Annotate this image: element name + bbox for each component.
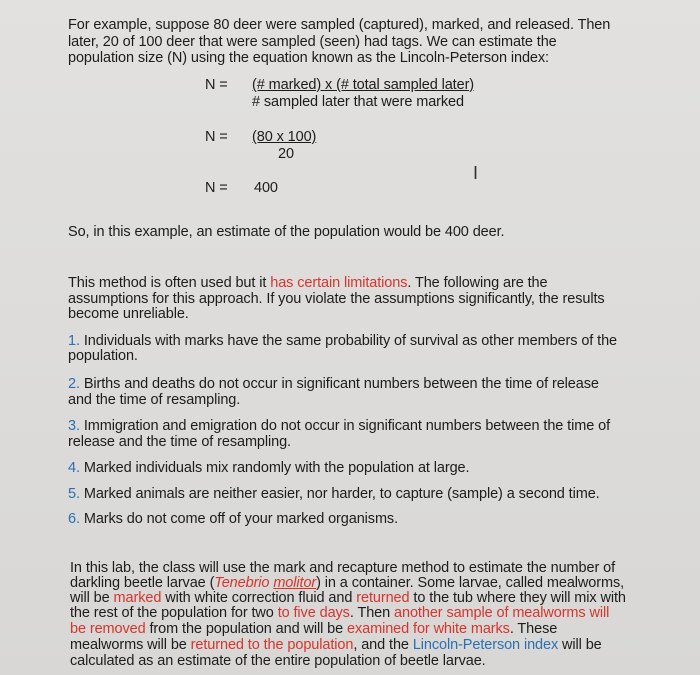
method-line-1: This method is often used but it has certain limitations. The following are the — [68, 275, 548, 291]
assumption-6: 6. Marks do not come off of your marked organisms. — [68, 511, 399, 527]
assumption-3-cont: release and the time of resampling. — [68, 434, 291, 450]
assumption-1: 1. Individuals with marks have the same probability of survival as other members of the — [68, 333, 618, 349]
lab-line-6: mealworms will be returned to the population, and the Lincoln-Peterson index will be — [70, 637, 602, 653]
equation-1-denominator: # sampled later that were marked — [252, 94, 464, 110]
lab-line-4: the rest of the population for two to five days. Then another sample of mealworms will — [70, 605, 610, 621]
intro-line-2: later, 20 of 100 deer that were sampled (seen) had tags. We can estimate the — [68, 34, 557, 50]
equation-3-lhs: N = — [205, 180, 228, 196]
method-line-3: become unreliable. — [68, 306, 189, 322]
intro-line-1: For example, suppose 80 deer were sampled (captured), marked, and released. Then — [68, 17, 611, 33]
equation-2-lhs: N = — [205, 129, 228, 145]
assumption-1-cont: population. — [68, 348, 138, 364]
lab-line-1: In this lab, the class will use the mark and recapture method to estimate the number of — [70, 560, 615, 576]
assumption-4: 4. Marked individuals mix randomly with the population at large. — [68, 460, 470, 476]
equation-3-value: 400 — [254, 180, 278, 196]
assumption-2: 2. Births and deaths do not occur in significant numbers between the time of release — [68, 376, 599, 392]
lab-line-7: calculated as an estimate of the entire population of beetle larvae. — [70, 653, 486, 669]
conclusion-text: So, in this example, an estimate of the population would be 400 deer. — [68, 224, 505, 240]
equation-2-numerator: (80 x 100) — [252, 129, 317, 145]
method-line-2: assumptions for this approach. If you violate the assumptions significantly, the results — [68, 291, 605, 307]
lab-line-2: darkling beetle larvae (Tenebrio molitor) in a container. Some larvae, called mealworms, — [70, 575, 625, 591]
lab-line-3: will be marked with white correction fluid and returned to the tub where they will mix with — [70, 590, 626, 606]
equation-2-denominator: 20 — [278, 146, 294, 162]
text-cursor-icon: I — [473, 163, 479, 183]
equation-1-numerator: (# marked) x (# total sampled later) — [252, 77, 475, 93]
assumption-5: 5. Marked animals are neither easier, nor harder, to capture (sample) a second time. — [68, 486, 600, 502]
equation-1-lhs: N = — [205, 77, 228, 93]
assumption-3: 3. Immigration and emigration do not occur in significant numbers between the time of — [68, 418, 610, 434]
assumption-2-cont: and the time of resampling. — [68, 392, 241, 408]
limitations-highlight: has certain limitations — [270, 275, 408, 291]
lab-line-5: be removed from the population and will be examined for white marks. These — [70, 621, 558, 637]
intro-line-3: population size (N) using the equation known as the Lincoln-Peterson index: — [68, 50, 549, 66]
